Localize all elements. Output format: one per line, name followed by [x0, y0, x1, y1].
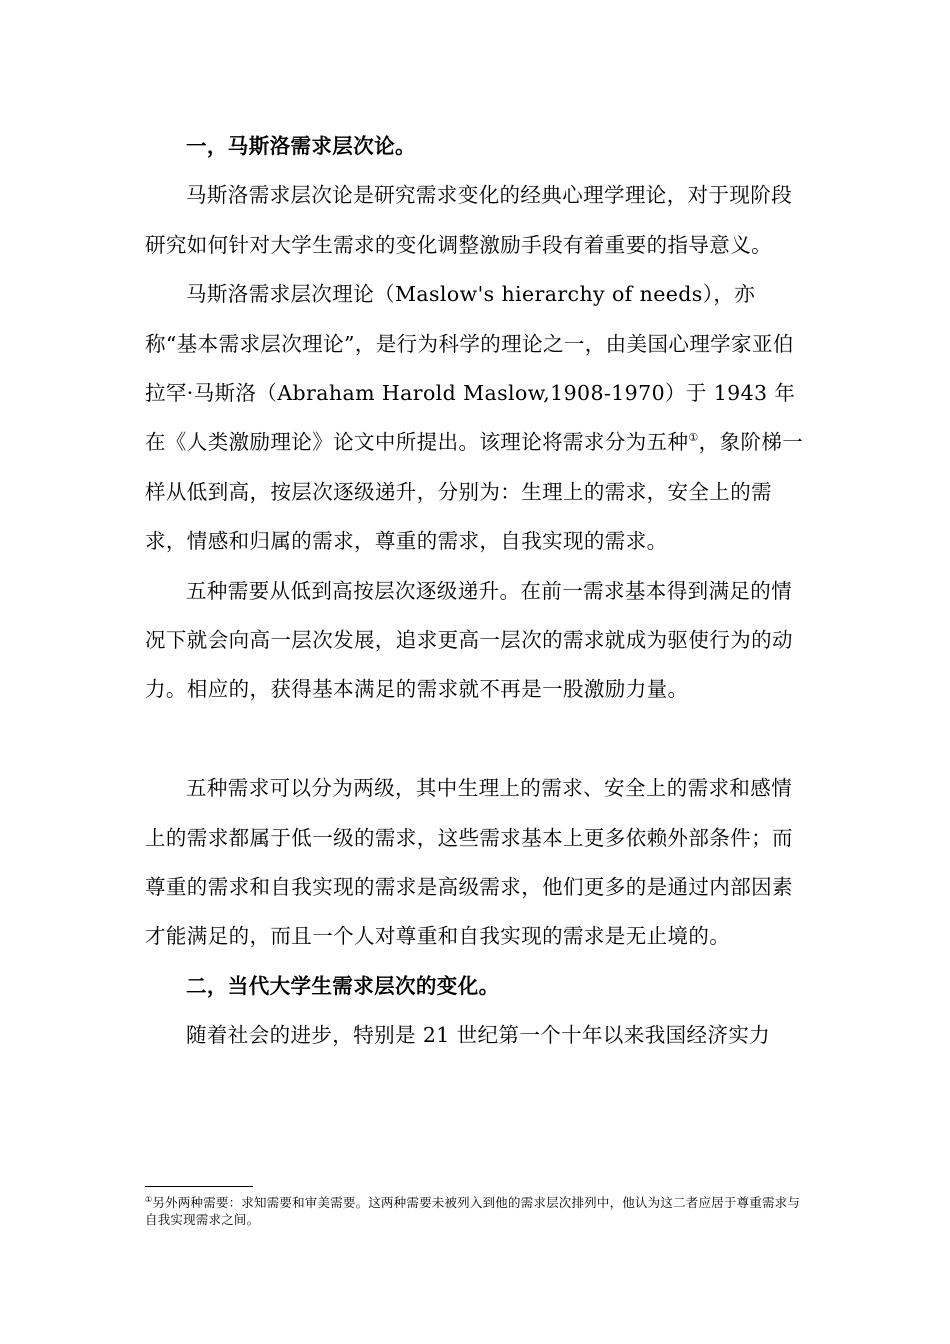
footnote-text: 另外两种需要：求知需要和审美需要。这两种需要未被列入到他的需求层次排列中，他认为这二者应居于尊重需求与自我实现需求之间。 [145, 1195, 801, 1227]
document-body [145, 122, 805, 1061]
paragraph-2 [145, 270, 805, 566]
footnote-separator [145, 1186, 253, 1187]
footnote [145, 1194, 805, 1228]
paragraph-3: 五种需要从低到高按层次逐级递升。在前一需求基本得到满足的情况下就会向高一层次发展，追求更高一层次的需求就成为驱使行为的动力。相应的，获得基本满足的需求就不再是一股激励力量。 [145, 578, 793, 702]
section-heading-1: 一，马斯洛需求层次论。 [186, 134, 416, 158]
paragraph-1: 马斯洛需求层次论是研究需求变化的经典心理学理论，对于现阶段研究如何针对大学生需求的变化调整激励手段有着重要的指导意义。 [145, 183, 793, 257]
paragraph-5: 随着社会的进步，特别是 21 世纪第一个十年以来我国经济实力 [186, 1023, 771, 1048]
footnote-marker: ① [145, 1194, 153, 1204]
paragraph-4: 五种需求可以分为两级，其中生理上的需求、安全上的需求和感情上的需求都属于低一级的需求，这些需求基本上更多依赖外部条件；而尊重的需求和自我实现的需求是高级需求，他们更多的是通过内部因素才能满足的，而且一个人对尊重和自我实现的需求是无止境的。 [145, 776, 793, 949]
blank-line [145, 715, 805, 764]
paragraph-2-text-b: ，象阶梯一样从低到高，按层次逐级递升，分别为：生理上的需求，安全上的需求，情感和归属的需求，尊重的需求，自我实现的需求。 [145, 430, 804, 554]
section-heading-2: 二，当代大学生需求层次的变化。 [186, 973, 500, 998]
paragraph-2-text-a: 马斯洛需求层次理论（Maslow's hierarchy of needs），亦称“基本需求层次理论”，是行为科学的理论之一，由美国心理学家亚伯拉罕·马斯洛（Abraham Harold Maslow,1908-1970）于 1943 年在《人类激励理论》论文中所提出。该理论将需求分为五种 [145, 282, 796, 455]
footnote-reference[interactable]: ① [688, 431, 699, 445]
